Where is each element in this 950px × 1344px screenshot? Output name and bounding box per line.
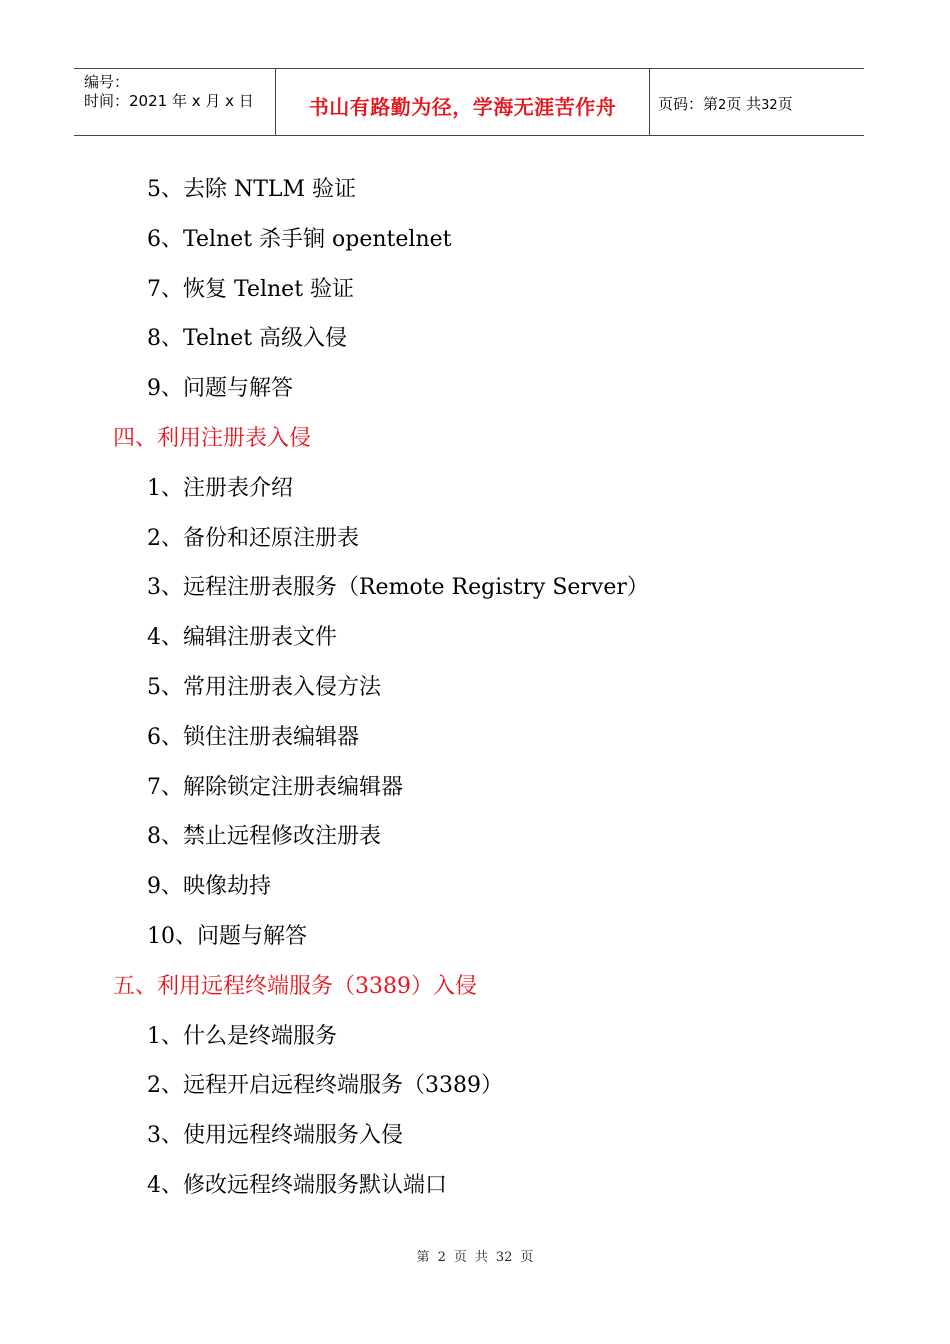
toc-item: 1、注册表介绍 [147,475,293,501]
time-label: 时间：2021 年 x 月 x 日 [84,92,254,110]
toc-item: 4、编辑注册表文件 [147,625,337,651]
page-footer [0,1246,950,1265]
toc-item: 8、Telnet 高级入侵 [147,326,348,352]
page-header [74,68,864,136]
toc-item: 9、映像劫持 [147,874,271,900]
toc-item: 6、Telnet 杀手锏 opentelnet [147,226,452,252]
page-num: 2 [718,98,727,113]
header-meta-cell [74,69,276,135]
toc-item: 2、远程开启远程终端服务（3389） [147,1073,503,1099]
toc-item: 2、备份和还原注册表 [147,525,359,551]
page-prefix: 页码：第 [658,95,719,113]
number-label: 编号： [84,73,130,91]
page-total: 32 [761,98,778,113]
page-suffix: 页 [777,95,793,113]
footer-ye2: 页 [520,1250,534,1265]
toc-item: 5、常用注册表入侵方法 [147,675,381,700]
toc-item: 3、远程注册表服务（Remote Registry Server） [147,575,649,601]
toc-item: 6、锁住注册表编辑器 [147,724,359,750]
header-motto-cell [276,69,650,135]
toc-item: 9、问题与解答 [147,376,293,402]
footer-ye: 页 [453,1250,467,1265]
toc-item: 4、修改远程终端服务默认端口 [147,1173,447,1198]
toc-item: 10、问题与解答 [147,924,307,949]
toc-item: 7、解除锁定注册表编辑器 [147,774,403,800]
footer-total: 32 [495,1250,513,1265]
page-code [658,93,793,114]
footer-page: 2 [437,1250,446,1265]
motto: 书山有路勤为径，学海无涯苦作舟 [308,95,617,119]
toc-section-heading: 四、利用注册表入侵 [113,426,312,451]
toc-section-heading: 五、利用远程终端服务（3389）入侵 [113,973,477,999]
toc-item: 8、禁止远程修改注册表 [147,824,381,850]
page-mid: 页 共 [726,95,762,113]
toc-item: 7、恢复 Telnet 验证 [147,276,355,302]
toc-item: 3、使用远程终端服务入侵 [147,1123,403,1149]
header-page-cell [650,69,864,135]
footer-di: 第 [416,1250,430,1265]
toc-item: 5、去除 NTLM 验证 [147,177,357,202]
toc-item: 1、什么是终端服务 [147,1023,337,1049]
footer-gong: 共 [474,1250,488,1265]
